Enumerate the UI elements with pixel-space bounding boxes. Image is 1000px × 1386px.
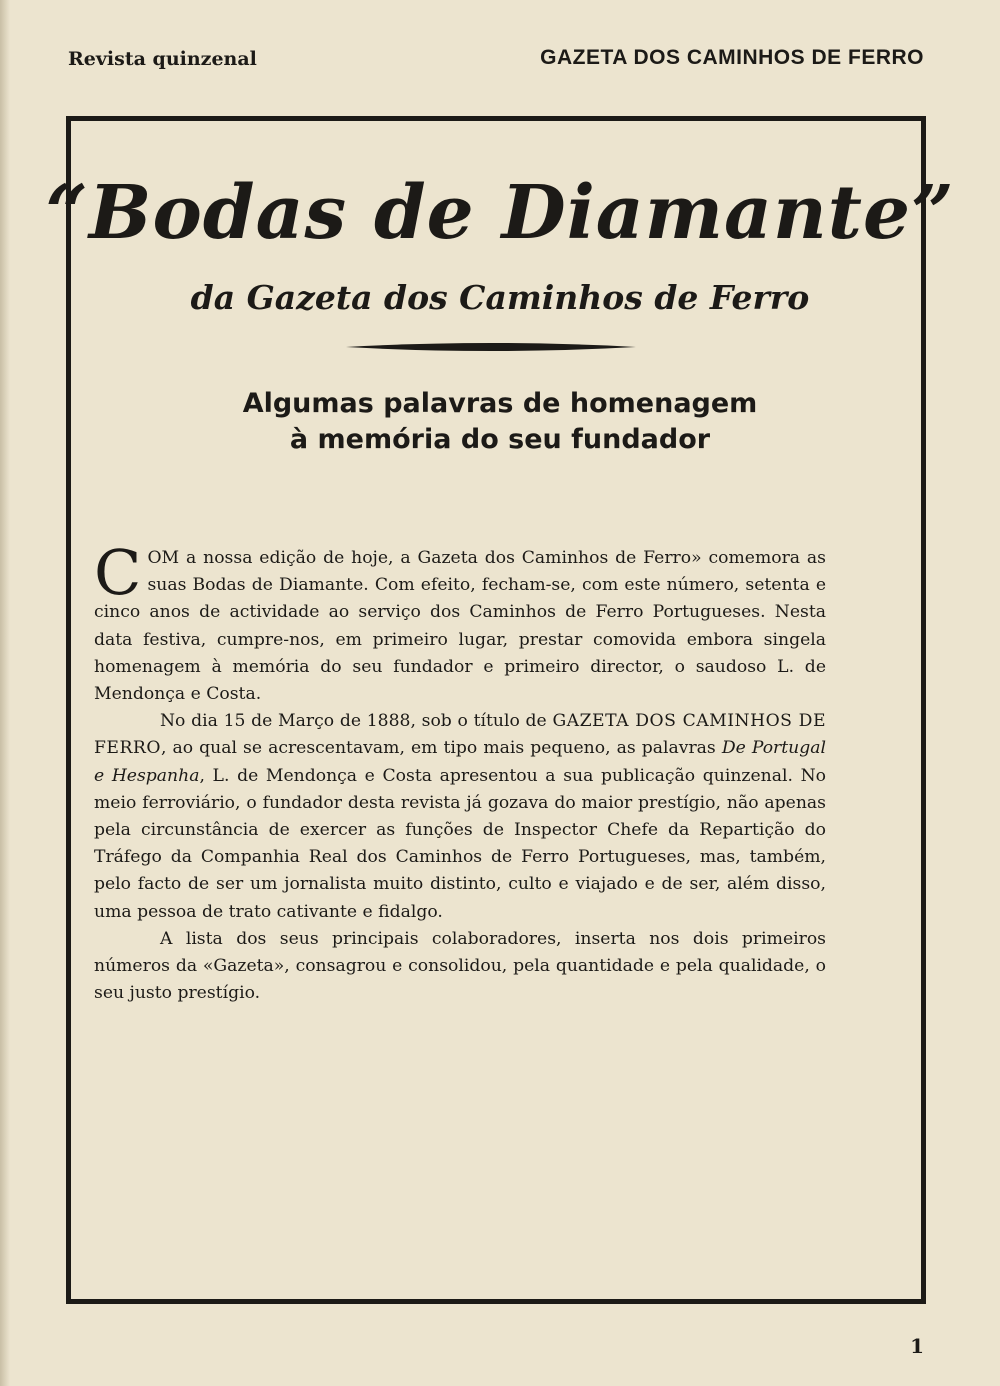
article-title: “Bodas de Diamante” bbox=[45, 170, 955, 256]
article-heading bbox=[0, 386, 1000, 458]
page-number: 1 bbox=[910, 1334, 924, 1358]
paragraph-2-part-c: , L. de Mendonça e Costa apresentou a sua publicação quinzenal. No meio ferroviário, o fundador desta revista já gozava do maior prestígio, não apenas pela circunstância de exercer as funções de Inspector Chefe da Repartição do Tráfego da Companhia Real dos Caminhos de Ferro Portugueses, mas, também, pelo facto de ser um jornalista muito distinto, culto e viajado e de ser, além disso, uma pessoa de trato cativante e fidalgo. bbox=[94, 765, 826, 922]
ornamental-rule bbox=[346, 340, 636, 354]
paragraph-2-publication-name: GAZETA DOS CAMINHOS DE FERRO bbox=[94, 711, 826, 759]
heading-line-1: Algumas palavras de homenagem bbox=[242, 388, 758, 419]
paragraph-2 bbox=[94, 708, 826, 926]
heading-line-2: à memória do seu fundador bbox=[289, 424, 711, 455]
paragraph-1-text: OM a nossa edição de hoje, a Gazeta dos Caminhos de Ferro» comemora as suas Bodas de Diamante. Com efeito, fecham-se, com este número, setenta e cinco anos de actividade ao serviço dos Caminhos de Ferro Portugueses. Nesta data festiva, cumpre-nos, em primeiro lugar, prestar comovida embora singela homenagem à memória do seu fundador e primeiro director, o saudoso L. de Mendonça e Costa. bbox=[94, 548, 826, 705]
paragraph-2-part-a: No dia 15 de Março de 1888, sob o título de bbox=[160, 711, 553, 732]
paragraph-2-part-b: , ao qual se acrescentavam, em tipo mais pequeno, as palavras bbox=[160, 738, 722, 759]
paragraph-3: A lista dos seus principais colaboradores, inserta nos dois primeiros números da «Gazeta», consagrou e consolidou, pela quantidade e pela qualidade, o seu justo prestígio. bbox=[94, 928, 826, 1004]
paragraph-2-italic: De Portugal e Hespanha bbox=[94, 738, 826, 786]
article-subtitle: da Gazeta dos Caminhos de Ferro bbox=[190, 278, 810, 317]
running-header-left: Revista quinzenal bbox=[68, 48, 257, 70]
drop-cap: C bbox=[94, 536, 142, 609]
running-header-right: GAZETA DOS CAMINHOS DE FERRO bbox=[540, 46, 924, 69]
article-body bbox=[94, 536, 826, 1007]
paragraph-1 bbox=[94, 536, 826, 708]
